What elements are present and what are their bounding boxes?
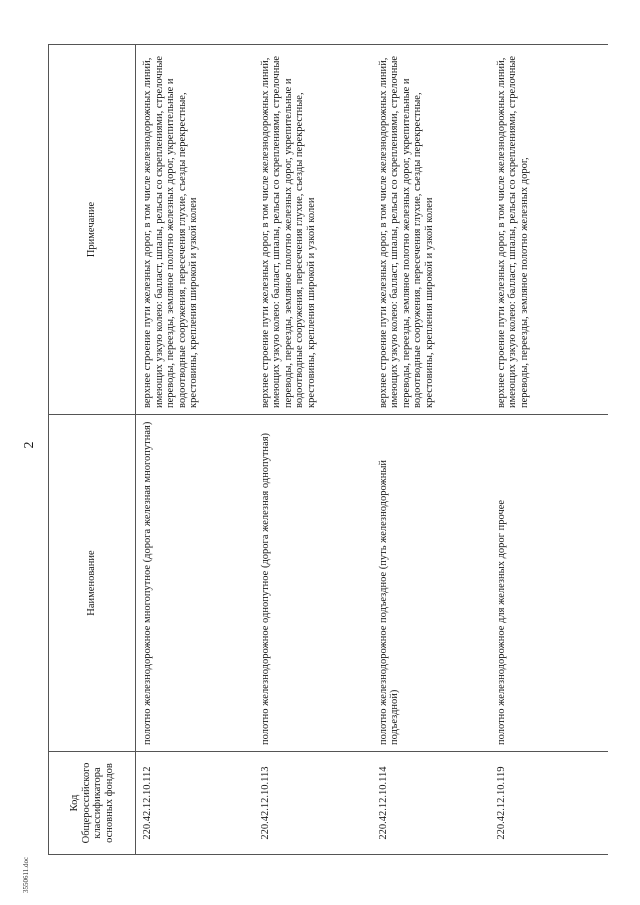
header-code-line: Общероссийского	[80, 762, 92, 844]
fixed-assets-table	[48, 44, 608, 855]
row-name: полотно железнодорожное многопутное (дорога железная многопутная)	[136, 415, 254, 752]
header-note: Примечание	[49, 45, 136, 415]
header-code-line: классификатора	[92, 767, 103, 839]
row-name: полотно железнодорожное подъездное (путь железнодорожный подъездной)	[372, 415, 490, 752]
header-code-line: Код	[69, 794, 80, 812]
table-row	[490, 45, 608, 855]
table-row	[136, 45, 254, 855]
row-code: 220.42.12.10.113	[254, 752, 372, 855]
document-filename: 3550611.doc	[22, 856, 30, 893]
row-note: верхнее строение пути железных дорог, в том числе железнодорожных линий, имеющих узкую колею: балласт, шпалы, рельсы со скреплениями, стрелочные переводы, переезды, земляное полотно железных дорог, укрепительные и водоотводные сооружения, пересечения глухие, съезды перекрестные, крестовины, крепления широкой и узкой колеи	[136, 45, 254, 415]
header-code	[49, 752, 136, 855]
table-header-row	[49, 45, 136, 855]
row-name: полотно железнодорожное однопутное (дорога железная однопутная)	[254, 415, 372, 752]
row-note: верхнее строение пути железных дорог, в том числе железнодорожных линий, имеющих узкую колею: балласт, шпалы, рельсы со скреплениями, стрелочные переводы, переезды, земляное полотно железных дорог, укрепительные и водоотводные сооружения, пересечения глухие, съезды перекрестные, крестовины, крепления широкой и узкой колеи	[372, 45, 490, 415]
page-number: 2	[22, 441, 37, 449]
row-name: полотно железнодорожное для железных дорог прочее	[490, 415, 608, 752]
row-note: верхнее строение пути железных дорог, в том числе железнодорожных линий, имеющих узкую колею: балласт, шпалы, рельсы со скреплениями, стрелочные переводы, переезды, земляное полотно железных дорог,	[490, 45, 608, 415]
header-name: Наименование	[49, 415, 136, 752]
row-code: 220.42.12.10.119	[490, 752, 608, 855]
header-code-line: основных фондов	[103, 763, 115, 843]
table-row	[372, 45, 490, 855]
row-code: 220.42.12.10.112	[136, 752, 254, 855]
table-row	[254, 45, 372, 855]
row-code: 220.42.12.10.114	[372, 752, 490, 855]
row-note: верхнее строение пути железных дорог, в том числе железнодорожных линий, имеющих узкую колею: балласт, шпалы, рельсы со скреплениями, стрелочные переводы, переезды, земляное полотно железных дорог, укрепительные и водоотводные сооружения, пересечения глухие, съезды перекрестные, крестовины, крепления широкой и узкой колеи	[254, 45, 372, 415]
